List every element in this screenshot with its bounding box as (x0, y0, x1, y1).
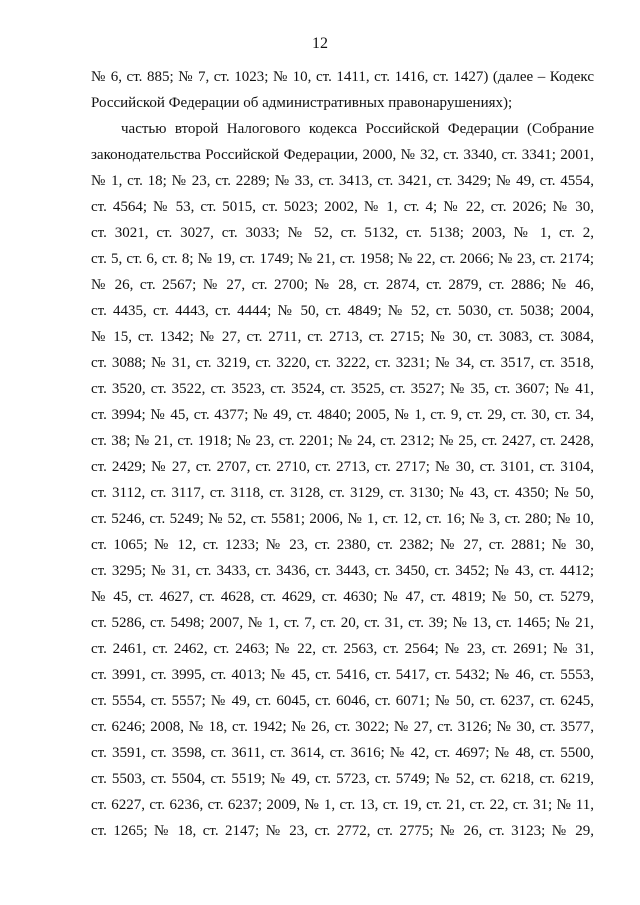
text-line: ст. 5554, ст. 5557; № 49, ст. 6045, ст. 6046, ст. 6071; № 50, ст. 6237, ст. 6245, (91, 693, 594, 709)
text-line: ст. 3994; № 45, ст. 4377; № 49, ст. 4840; 2005, № 1, ст. 9, ст. 29, ст. 30, ст. 34, (91, 407, 594, 423)
text-line: ст. 38; № 21, ст. 1918; № 23, ст. 2201; № 24, ст. 2312; № 25, ст. 2427, ст. 2428, (91, 433, 594, 449)
text-line: ст. 3088; № 31, ст. 3219, ст. 3220, ст. 3222, ст. 3231; № 34, ст. 3517, ст. 3518, (91, 355, 594, 371)
text-line: частью второй Налогового кодекса Российской Федерации (Собрание (121, 121, 594, 137)
text-line: ст. 4435, ст. 4443, ст. 4444; № 50, ст. 4849; № 52, ст. 5030, ст. 5038; 2004, (91, 303, 594, 319)
text-line: ст. 3520, ст. 3522, ст. 3523, ст. 3524, ст. 3525, ст. 3527; № 35, ст. 3607; № 41, (91, 381, 594, 397)
text-line: ст. 5, ст. 6, ст. 8; № 19, ст. 1749; № 21, ст. 1958; № 22, ст. 2066; № 23, ст. 2174; (91, 251, 594, 267)
text-line: № 45, ст. 4627, ст. 4628, ст. 4629, ст. 4630; № 47, ст. 4819; № 50, ст. 5279, (91, 589, 594, 605)
text-line (91, 844, 594, 870)
body-text (91, 64, 594, 896)
text-line: № 6, ст. 885; № 7, ст. 1023; № 10, ст. 1411, ст. 1416, ст. 1427) (далее – Кодекс (91, 69, 594, 85)
text-line (91, 870, 594, 896)
text-line: ст. 1265; № 18, ст. 2147; № 23, ст. 2772, ст. 2775; № 26, ст. 3123; № 29, (91, 823, 594, 839)
page-number: 12 (312, 35, 328, 52)
text-line: ст. 5503, ст. 5504, ст. 5519; № 49, ст. 5723, ст. 5749; № 52, ст. 6218, ст. 6219, (91, 771, 594, 787)
text-line: ст. 2461, ст. 2462, ст. 2463; № 22, ст. 2563, ст. 2564; № 23, ст. 2691; № 31, (91, 641, 594, 657)
text-line: ст. 3295; № 31, ст. 3433, ст. 3436, ст. 3443, ст. 3450, ст. 3452; № 43, ст. 4412; (91, 563, 594, 579)
text-line: ст. 6227, ст. 6236, ст. 6237; 2009, № 1, ст. 13, ст. 19, ст. 21, ст. 22, ст. 31; № 11, (91, 797, 594, 813)
text-line: ст. 3991, ст. 3995, ст. 4013; № 45, ст. 5416, ст. 5417, ст. 5432; № 46, ст. 5553, (91, 667, 594, 683)
text-line: ст. 3021, ст. 3027, ст. 3033; № 52, ст. 5132, ст. 5138; 2003, № 1, ст. 2, (91, 225, 594, 241)
text-line: ст. 5246, ст. 5249; № 52, ст. 5581; 2006, № 1, ст. 12, ст. 16; № 3, ст. 280; № 10, (91, 511, 594, 527)
text-line: № 1, ст. 18; № 23, ст. 2289; № 33, ст. 3413, ст. 3421, ст. 3429; № 49, ст. 4554, (91, 173, 594, 189)
text-line: Российской Федерации об административных правонарушениях); (91, 95, 513, 111)
text-line: ст. 5286, ст. 5498; 2007, № 1, ст. 7, ст. 20, ст. 31, ст. 39; № 13, ст. 1465; № 21, (91, 615, 594, 631)
text-line: ст. 1065; № 12, ст. 1233; № 23, ст. 2380, ст. 2382; № 27, ст. 2881; № 30, (91, 537, 594, 553)
text-line: законодательства Российской Федерации, 2000, № 32, ст. 3340, ст. 3341; 2001, (91, 147, 594, 163)
text-line: ст. 4564; № 53, ст. 5015, ст. 5023; 2002, № 1, ст. 4; № 22, ст. 2026; № 30, (91, 199, 594, 215)
text-line: ст. 3112, ст. 3117, ст. 3118, ст. 3128, ст. 3129, ст. 3130; № 43, ст. 4350; № 50, (91, 485, 594, 501)
text-line: ст. 6246; 2008, № 18, ст. 1942; № 26, ст. 3022; № 27, ст. 3126; № 30, ст. 3577, (91, 719, 594, 735)
paragraph-2 (91, 116, 594, 896)
text-line: ст. 3591, ст. 3598, ст. 3611, ст. 3614, ст. 3616; № 42, ст. 4697; № 48, ст. 5500, (91, 745, 594, 761)
text-line: ст. 2429; № 27, ст. 2707, ст. 2710, ст. 2713, ст. 2717; № 30, ст. 3101, ст. 3104, (91, 459, 594, 475)
text-line: № 26, ст. 2567; № 27, ст. 2700; № 28, ст. 2874, ст. 2879, ст. 2886; № 46, (91, 277, 594, 293)
text-line: № 15, ст. 1342; № 27, ст. 2711, ст. 2713, ст. 2715; № 30, ст. 3083, ст. 3084, (91, 329, 594, 345)
paragraph-1 (91, 64, 594, 116)
